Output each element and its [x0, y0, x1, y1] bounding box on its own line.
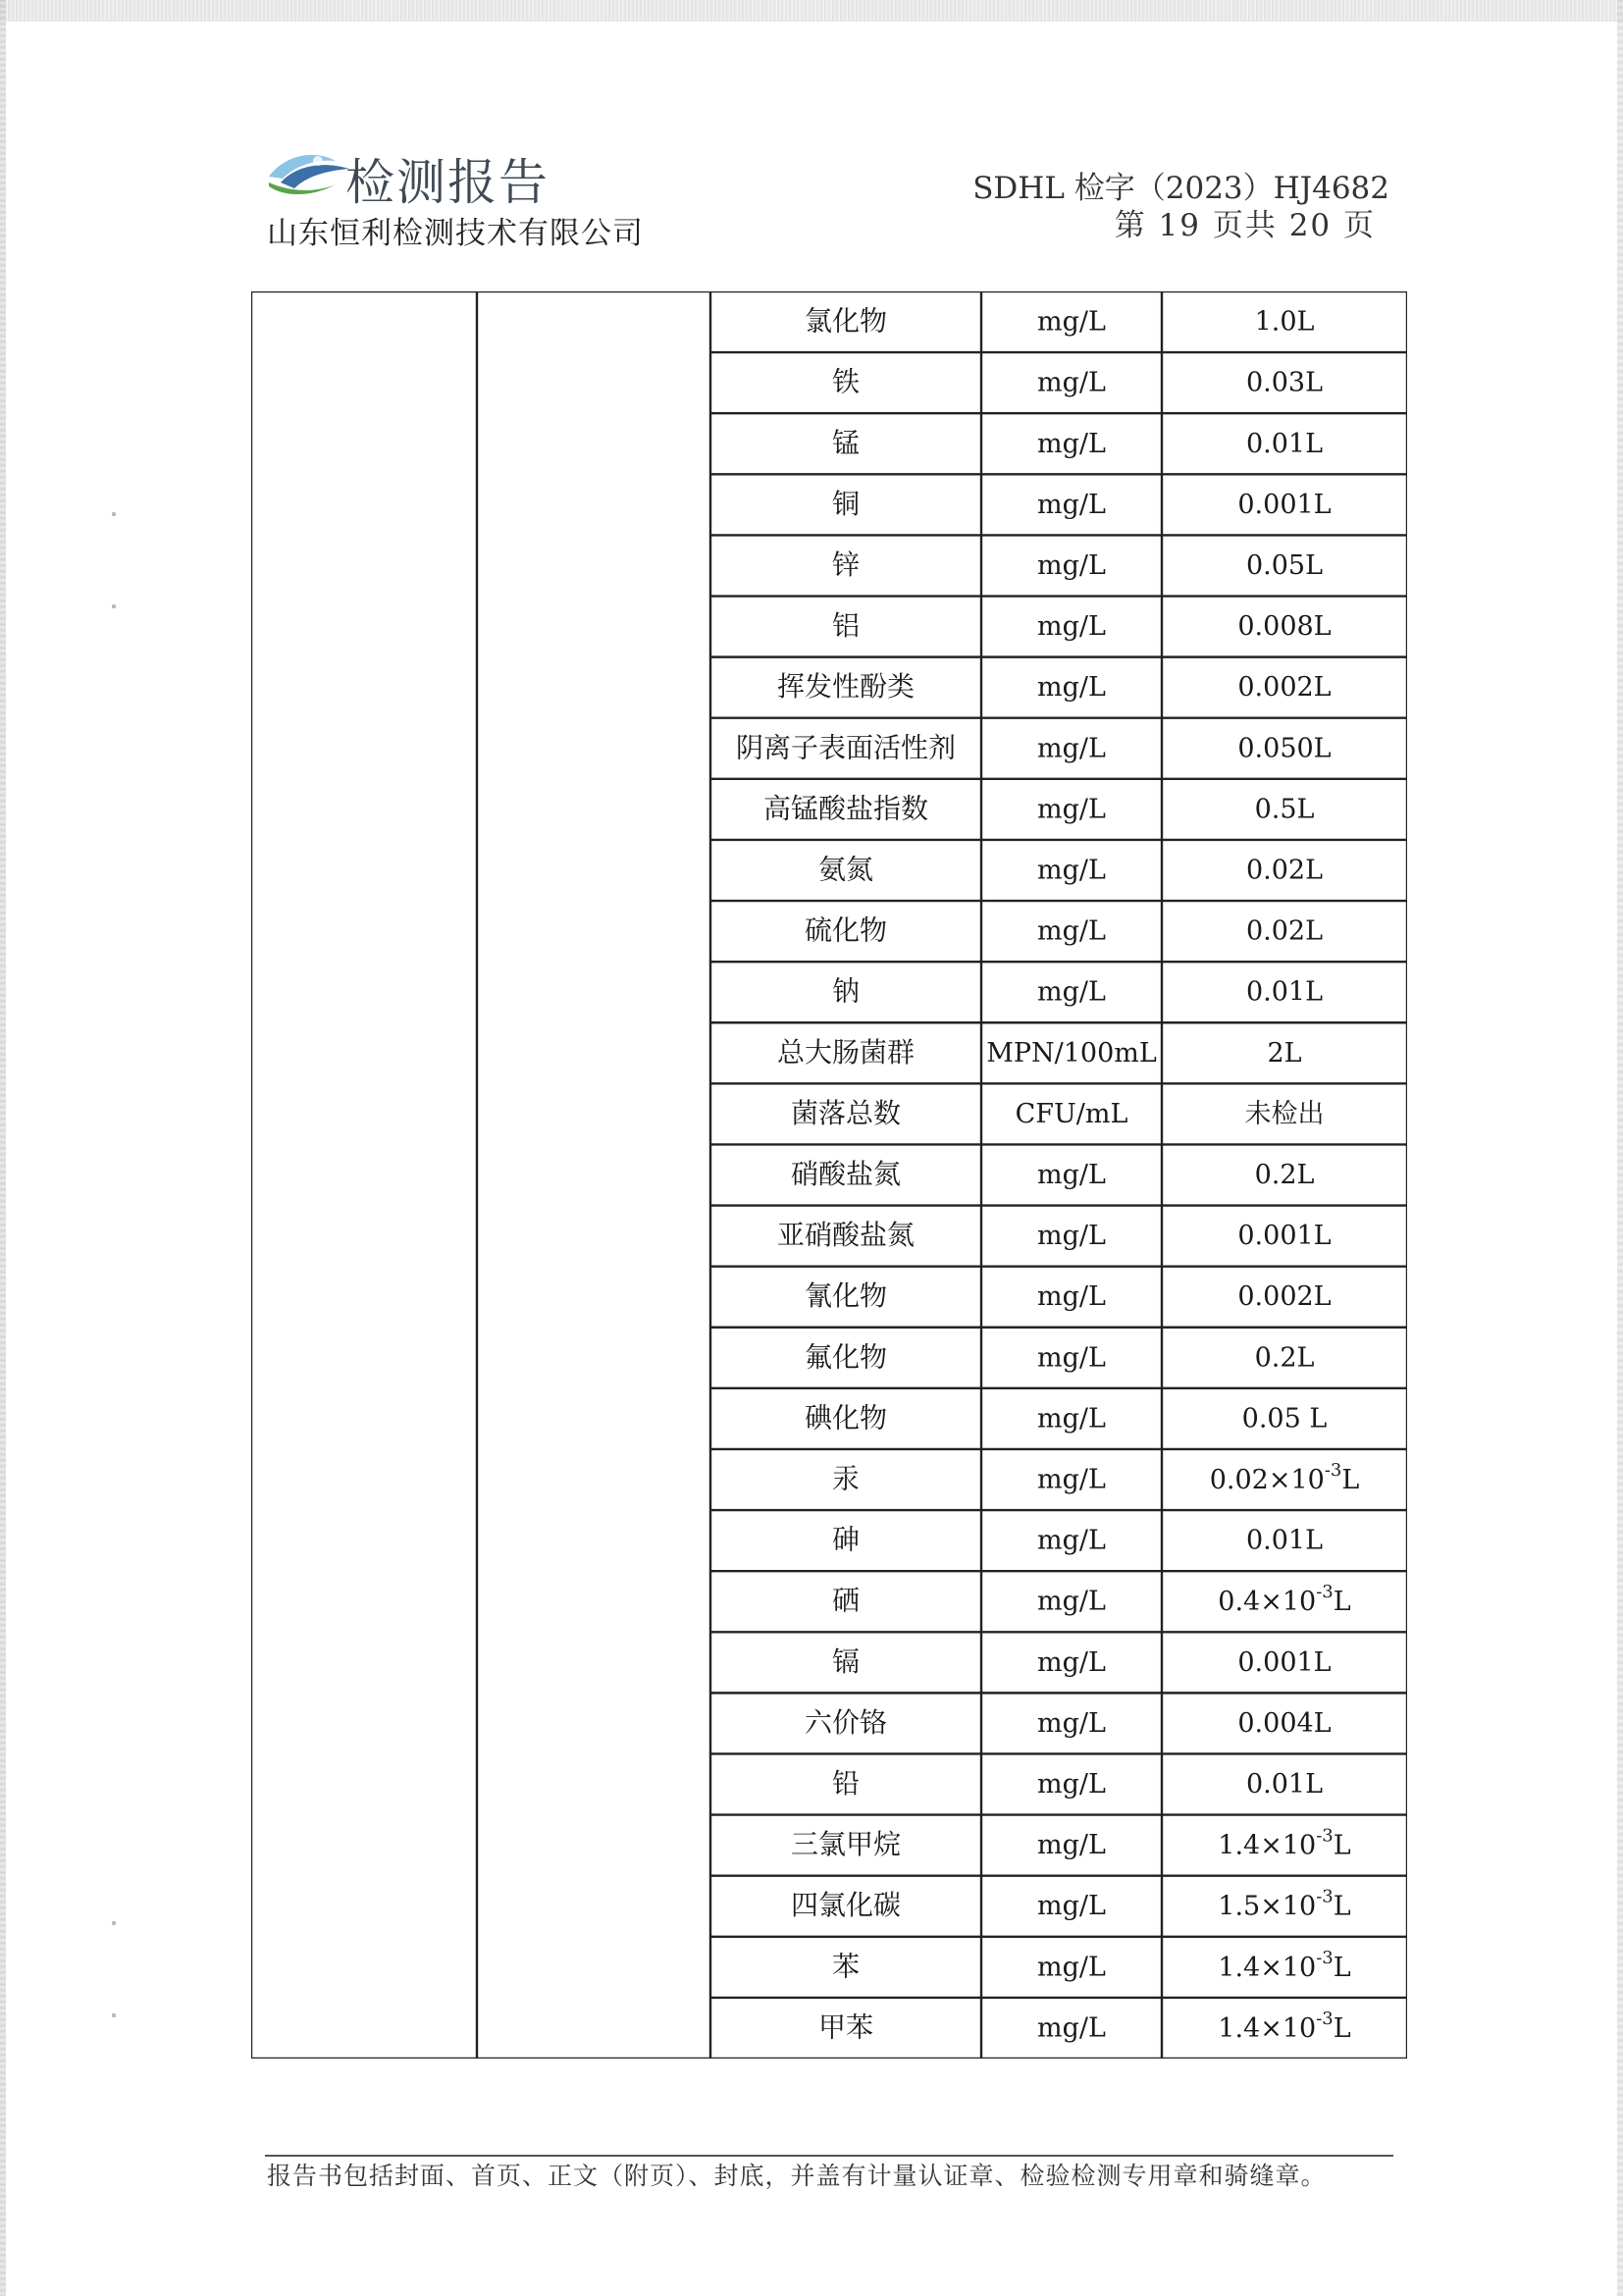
test-item-value: 0.01L — [1245, 1525, 1324, 1556]
test-item-unit: mg/L — [1037, 1403, 1106, 1435]
scan-edge-left — [0, 0, 6, 2296]
value-base: 0.4×10 — [1218, 1586, 1317, 1617]
test-item-name: 砷 — [831, 1523, 861, 1556]
test-item-unit: mg/L — [1037, 915, 1106, 947]
test-item-name: 氟化物 — [804, 1340, 888, 1374]
test-item-unit: mg/L — [1037, 489, 1106, 520]
test-item-name: 氯化物 — [804, 304, 888, 338]
test-item-unit: mg/L — [1037, 672, 1106, 704]
test-item-unit: mg/L — [1037, 1221, 1106, 1252]
value-base: 1.4×10 — [1218, 2012, 1317, 2044]
test-item-unit: mg/L — [1037, 306, 1106, 338]
test-item-value: 0.008L — [1237, 611, 1332, 643]
scan-edge-right — [1617, 0, 1623, 2296]
test-item-name: 阴离子表面活性剂 — [735, 731, 957, 764]
test-item-unit: mg/L — [1037, 1891, 1106, 1922]
test-item-name: 碘化物 — [804, 1401, 888, 1435]
test-item-unit: mg/L — [1037, 549, 1106, 581]
test-item-value: 0.001L — [1237, 489, 1332, 520]
test-item-value: 0.01L — [1245, 1769, 1324, 1800]
test-item-name: 氰化物 — [804, 1279, 888, 1313]
test-item-value: 0.05 L — [1241, 1403, 1328, 1435]
test-item-name: 汞 — [831, 1462, 861, 1495]
test-item-name: 镉 — [831, 1644, 861, 1678]
test-item-unit: mg/L — [1037, 1281, 1106, 1313]
test-item-name: 四氯化碳 — [790, 1889, 902, 1922]
value-exponent: -3 — [1324, 1460, 1342, 1482]
test-item-name: 高锰酸盐指数 — [762, 792, 929, 825]
test-item-unit: mg/L — [1037, 428, 1106, 459]
test-item-unit: mg/L — [1037, 1952, 1106, 1983]
test-item-value: 2L — [1267, 1037, 1302, 1069]
test-item-value: 0.01L — [1245, 428, 1324, 459]
scan-speck — [112, 2013, 116, 2017]
test-item-unit: CFU/mL — [1015, 1098, 1128, 1129]
value-suffix: L — [1333, 2012, 1351, 2044]
test-item-unit: mg/L — [1037, 2012, 1106, 2044]
test-item-name: 六价铬 — [804, 1705, 888, 1739]
scan-edge-top — [0, 0, 1623, 22]
test-item-unit: mg/L — [1037, 976, 1106, 1008]
test-item-value — [1218, 1948, 1350, 1983]
test-item-unit: mg/L — [1037, 367, 1106, 398]
value-base: 1.4×10 — [1218, 1952, 1317, 1983]
page-number: 第 19 页共 20 页 — [1114, 208, 1376, 243]
value-suffix: L — [1333, 1586, 1351, 1617]
value-base: 1.4×10 — [1218, 1830, 1317, 1861]
test-item-value — [1218, 1582, 1350, 1617]
report-number: SDHL 检字（2023）HJ4682 — [972, 171, 1389, 206]
value-exponent: -3 — [1316, 2008, 1334, 2029]
value-base: 0.02×10 — [1209, 1464, 1325, 1495]
test-item-name: 甲苯 — [817, 2010, 874, 2044]
test-item-name: 铅 — [831, 1767, 861, 1800]
test-item-value: 0.2L — [1254, 1160, 1315, 1190]
test-item-unit: mg/L — [1037, 1342, 1106, 1374]
test-item-name: 硝酸盐氮 — [790, 1158, 902, 1190]
test-item-name: 苯 — [831, 1950, 861, 1983]
test-item-name: 铁 — [831, 365, 861, 398]
value-base: 1.5×10 — [1218, 1891, 1317, 1922]
scan-speck — [112, 512, 116, 516]
test-item-unit: mg/L — [1037, 1160, 1106, 1190]
test-item-name: 总大肠菌群 — [776, 1035, 916, 1069]
value-exponent: -3 — [1316, 1886, 1334, 1907]
value-exponent: -3 — [1316, 1825, 1334, 1847]
test-item-name: 钠 — [831, 974, 861, 1008]
test-item-name: 硫化物 — [804, 913, 888, 947]
test-item-value: 0.050L — [1237, 733, 1332, 764]
value-suffix: L — [1333, 1830, 1351, 1861]
test-item-name: 亚硝酸盐氮 — [776, 1219, 916, 1252]
company-logo-icon — [267, 147, 351, 198]
test-item-name: 挥发性酚类 — [776, 670, 916, 704]
test-item-unit: mg/L — [1037, 733, 1106, 764]
value-exponent: -3 — [1316, 1947, 1334, 1968]
test-item-value — [1218, 1887, 1350, 1922]
test-item-value: 0.5L — [1254, 794, 1315, 825]
test-item-unit: mg/L — [1037, 1830, 1106, 1861]
value-suffix: L — [1341, 1464, 1360, 1495]
test-item-unit: MPN/100mL — [986, 1037, 1157, 1069]
test-item-value: 未检出 — [1244, 1098, 1325, 1129]
footer-note: 报告书包括封面、首页、正文（附页）、封底，并盖有计量认证章、检验检测专用章和骑缝章。 — [267, 2162, 1327, 2190]
test-item-unit: mg/L — [1037, 1769, 1106, 1800]
value-suffix: L — [1333, 1952, 1351, 1983]
test-item-name: 铝 — [831, 609, 861, 643]
test-item-value — [1218, 1826, 1350, 1861]
test-item-value: 0.05L — [1245, 549, 1324, 581]
test-item-value — [1210, 1460, 1360, 1495]
test-item-value: 0.001L — [1237, 1221, 1332, 1252]
test-item-name: 铜 — [831, 487, 861, 520]
test-item-value: 0.02L — [1245, 855, 1324, 886]
test-item-name: 菌落总数 — [790, 1096, 902, 1129]
test-item-unit: mg/L — [1037, 1464, 1106, 1495]
test-item-unit: mg/L — [1037, 1707, 1106, 1739]
test-item-value: 1.0L — [1254, 306, 1315, 338]
scan-speck — [112, 1921, 116, 1925]
test-item-unit: mg/L — [1037, 1525, 1106, 1556]
test-item-unit: mg/L — [1037, 611, 1106, 643]
test-item-name: 锰 — [831, 426, 861, 459]
test-item-unit: mg/L — [1037, 855, 1106, 886]
test-item-value: 0.02L — [1245, 915, 1324, 947]
results-table — [251, 291, 1407, 2059]
value-suffix: L — [1333, 1891, 1351, 1922]
test-item-unit: mg/L — [1037, 1586, 1106, 1617]
test-item-value: 0.001L — [1237, 1646, 1332, 1678]
test-item-name: 氨氮 — [817, 853, 874, 886]
test-item-value: 0.004L — [1237, 1707, 1332, 1739]
test-item-value: 0.002L — [1237, 1281, 1332, 1313]
test-item-value: 0.01L — [1245, 976, 1324, 1008]
test-item-value: 0.2L — [1254, 1342, 1315, 1374]
value-exponent: -3 — [1316, 1582, 1334, 1603]
test-item-value — [1218, 2009, 1350, 2044]
test-item-value: 0.03L — [1245, 367, 1324, 398]
scan-speck — [112, 604, 116, 608]
test-item-name: 锌 — [831, 548, 861, 581]
test-item-unit: mg/L — [1037, 1646, 1106, 1678]
test-item-name: 硒 — [831, 1584, 861, 1617]
test-item-unit: mg/L — [1037, 794, 1106, 825]
report-title: 检测报告 — [345, 154, 550, 211]
company-name: 山东恒利检测技术有限公司 — [267, 216, 644, 251]
test-item-value: 0.002L — [1237, 672, 1332, 704]
test-item-name: 三氯甲烷 — [790, 1828, 902, 1861]
